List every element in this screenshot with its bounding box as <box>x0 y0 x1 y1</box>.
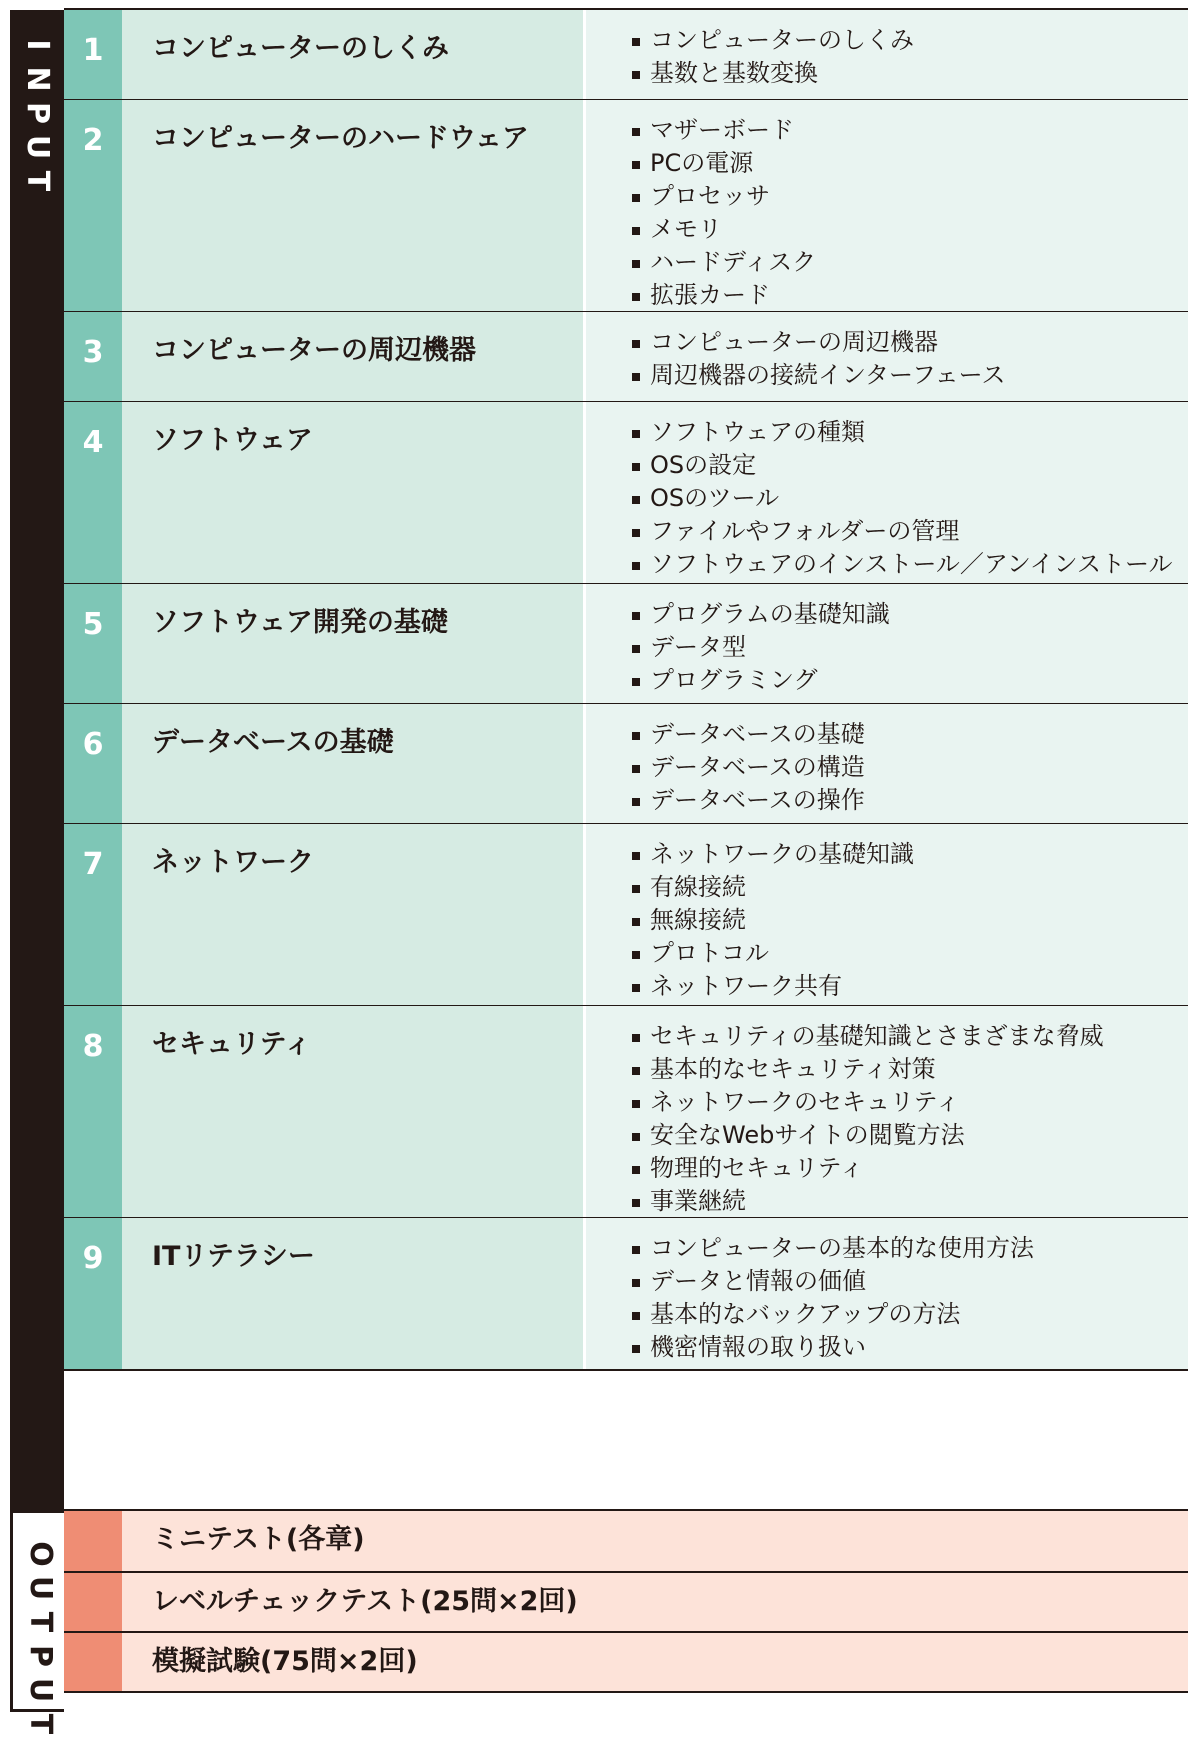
chapter-number: 4 <box>82 425 104 460</box>
topic-list <box>632 1232 1034 1364</box>
output-label <box>13 1537 67 1741</box>
topic-item: コンピューターの基本的な使用方法 <box>632 1232 1034 1265</box>
chapter-number: 1 <box>82 33 104 68</box>
topic-item: コンピューターの周辺機器 <box>632 326 1005 359</box>
chapter-row <box>64 10 1188 100</box>
topic-item: 有線接続 <box>632 871 914 904</box>
output-title: レベルチェックテスト(25問×2回) <box>152 1586 578 1617</box>
chapter-title: コンピューターのハードウェア <box>152 123 529 154</box>
chapter-number-cell <box>64 10 122 100</box>
chapter-row <box>64 824 1188 1006</box>
band-letter: T <box>23 1713 58 1735</box>
topic-list <box>632 326 1005 392</box>
topic-item: ネットワークのセキュリティ <box>632 1086 1104 1119</box>
topic-item: OSの設定 <box>632 449 1172 482</box>
topic-list <box>632 838 914 1003</box>
topic-item: ネットワーク共有 <box>632 970 914 1003</box>
chapter-number-cell <box>64 584 122 704</box>
output-row <box>64 1633 1188 1692</box>
chapter-number-cell <box>64 704 122 824</box>
topic-list <box>632 1020 1104 1218</box>
chapter-topics-cell <box>583 402 1188 584</box>
topic-item: OSのツール <box>632 482 1172 515</box>
chapter-number-cell <box>64 1006 122 1218</box>
topic-item: 事業継続 <box>632 1185 1104 1218</box>
chapter-topics-cell <box>583 312 1188 402</box>
band-letter: O <box>23 1541 58 1567</box>
row-divider <box>64 1691 1188 1693</box>
chapter-number: 9 <box>82 1241 104 1276</box>
topic-item: ソフトウェアのインストール／アンインストール <box>632 548 1172 581</box>
row-divider <box>64 1369 1188 1371</box>
topic-item: プロセッサ <box>632 180 816 213</box>
chapter-topics-cell <box>583 10 1188 100</box>
topic-item: ファイルやフォルダーの管理 <box>632 515 1172 548</box>
chapter-number: 5 <box>82 607 104 642</box>
topic-item: プログラミング <box>632 664 890 697</box>
chapter-row <box>64 100 1188 312</box>
chapter-number: 8 <box>82 1029 104 1064</box>
band-letter: U <box>20 134 55 160</box>
topic-item: マザーボード <box>632 114 816 147</box>
chapter-row <box>64 1006 1188 1218</box>
topic-item: PCの電源 <box>632 147 816 180</box>
topic-item: ハードディスク <box>632 246 816 279</box>
topic-list <box>632 24 914 90</box>
topic-list <box>632 416 1172 581</box>
chapter-title: セキュリティ <box>152 1029 312 1060</box>
chapter-row <box>64 312 1188 402</box>
chapter-topics-cell <box>583 824 1188 1006</box>
output-marker-cell <box>64 1633 122 1692</box>
topic-item: データベースの構造 <box>632 751 865 784</box>
topic-item: セキュリティの基礎知識とさまざまな脅威 <box>632 1020 1104 1053</box>
output-marker-cell <box>64 1573 122 1632</box>
chapter-number: 3 <box>82 335 104 370</box>
band-letter: U <box>23 1575 58 1601</box>
output-marker-cell <box>64 1511 122 1572</box>
topic-item: コンピューターのしくみ <box>632 24 914 57</box>
chapter-title: ITリテラシー <box>152 1241 315 1272</box>
output-title: ミニテスト(各章) <box>152 1524 365 1555</box>
course-structure-table <box>10 10 1188 1735</box>
chapter-number: 7 <box>82 847 104 882</box>
chapter-title: ソフトウェア開発の基礎 <box>152 607 448 638</box>
topic-item: データ型 <box>632 631 890 664</box>
chapter-title: データベースの基礎 <box>152 727 394 758</box>
topic-item: プロトコル <box>632 937 914 970</box>
topic-item: プログラムの基礎知識 <box>632 598 890 631</box>
chapter-row <box>64 704 1188 824</box>
topic-item: 周辺機器の接続インターフェース <box>632 359 1005 392</box>
band-letter: P <box>20 102 55 124</box>
topic-item: ネットワークの基礎知識 <box>632 838 914 871</box>
band-letter: I <box>20 39 55 51</box>
input-label <box>10 28 64 198</box>
topic-item: 基数と基数変換 <box>632 57 914 90</box>
input-band <box>10 10 64 1510</box>
chapter-number: 2 <box>82 123 104 158</box>
topic-item: 機密情報の取り扱い <box>632 1331 1034 1364</box>
chapter-title: ソフトウェア <box>152 425 313 456</box>
chapter-topics-cell <box>583 1006 1188 1218</box>
chapter-title: コンピューターのしくみ <box>152 33 449 64</box>
chapter-number-cell <box>64 402 122 584</box>
topic-item: 安全なWebサイトの閲覧方法 <box>632 1119 1104 1152</box>
topic-list <box>632 114 816 312</box>
topic-item: データベースの操作 <box>632 784 865 817</box>
chapter-title: ネットワーク <box>152 847 314 878</box>
band-letter: T <box>20 170 55 192</box>
chapter-number: 6 <box>82 727 104 762</box>
topic-item: データベースの基礎 <box>632 718 865 751</box>
chapter-title: コンピューターの周辺機器 <box>152 335 476 366</box>
chapter-topics-cell <box>583 584 1188 704</box>
chapter-row <box>64 584 1188 704</box>
chapter-topics-cell <box>583 1218 1188 1370</box>
chapter-number-cell <box>64 100 122 312</box>
topic-item: データと情報の価値 <box>632 1265 1034 1298</box>
topic-item: 拡張カード <box>632 279 816 312</box>
chapter-row <box>64 402 1188 584</box>
topic-list <box>632 598 890 697</box>
topic-item: 基本的なセキュリティ対策 <box>632 1053 1104 1086</box>
output-row <box>64 1573 1188 1632</box>
chapter-number-cell <box>64 312 122 402</box>
topic-item: 物理的セキュリティ <box>632 1152 1104 1185</box>
chapter-topics-cell <box>583 704 1188 824</box>
output-band <box>10 1510 64 1735</box>
output-title: 模擬試験(75問×2回) <box>152 1646 418 1677</box>
topic-item: 無線接続 <box>632 904 914 937</box>
chapter-number-cell <box>64 1218 122 1370</box>
band-letter: P <box>23 1645 58 1667</box>
output-row <box>64 1511 1188 1572</box>
chapter-row <box>64 1218 1188 1370</box>
chapter-number-cell <box>64 824 122 1006</box>
band-letter: N <box>20 66 55 92</box>
band-letter: U <box>23 1677 58 1703</box>
band-letter: T <box>23 1611 58 1633</box>
topic-item: 基本的なバックアップの方法 <box>632 1298 1034 1331</box>
topic-item: ソフトウェアの種類 <box>632 416 1172 449</box>
topic-item: メモリ <box>632 213 816 246</box>
chapter-topics-cell <box>583 100 1188 312</box>
topic-list <box>632 718 865 817</box>
